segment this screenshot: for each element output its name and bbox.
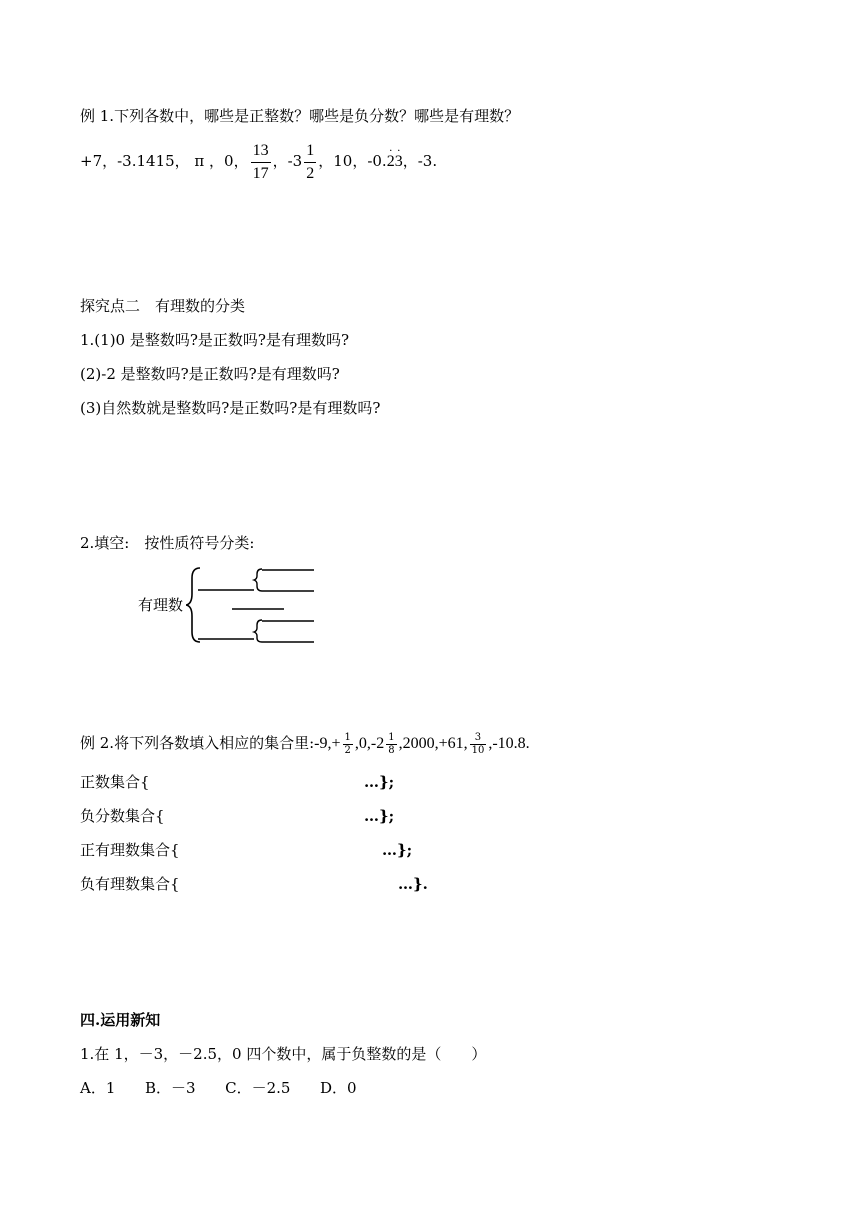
small-brace-bottom-icon	[254, 620, 262, 642]
example1-numbers	[80, 138, 437, 185]
example1-sep1: ，-3	[272, 152, 303, 170]
big-brace-icon	[186, 568, 200, 642]
fraction-1-8-small: $\frac{1}{8}$	[388, 731, 395, 756]
fraction-1-2: $\frac{1}{2}$	[306, 141, 315, 182]
set-positive-rational-end: …};	[382, 841, 413, 859]
set-negative-rational-label: 负有理数集合{	[80, 875, 180, 893]
option-d: D．0	[320, 1079, 357, 1097]
section2-q3: (3)自然数就是整数吗?是正数吗?是有理数吗?	[80, 399, 381, 417]
set-negative-rational-end: …}.	[398, 875, 428, 893]
example1-question: 例 1.下列各数中，哪些是正整数？哪些是负分数？哪些是有理数？	[80, 107, 520, 125]
example1-nums-b: ，10，-0.	[318, 152, 387, 170]
option-a: A．1	[80, 1079, 116, 1097]
set-negative-fraction-end: …};	[364, 807, 395, 825]
option-b: B．－3	[144, 1079, 196, 1097]
fill-title: 2.填空: 按性质符号分类:	[80, 534, 255, 552]
section2-q2: (2)-2 是整数吗?是正数吗?是有理数吗?	[80, 365, 340, 383]
example1-nums-c: ，-3.	[402, 152, 438, 170]
fraction-1-2-small: $\frac{1}{2}$	[344, 731, 351, 756]
example1-nums-a: +7，-3.1415， π ，0，	[80, 152, 249, 170]
set-positive-end: …};	[364, 773, 395, 791]
fraction-13-17: $\frac{13}{17}$	[252, 141, 269, 182]
example2-question: 例 2.将下列各数填入相应的集合里:-9,+ $\frac{1}{2}$ ,0,-2 $\frac{1}{8}$ ,2000,+61, $\frac{3}{10}$ ,-10.8.	[80, 731, 530, 756]
section4-title: 四.运用新知	[80, 1011, 161, 1029]
section2-title: 探究点二 有理数的分类	[80, 297, 246, 315]
small-brace-top-icon	[254, 569, 262, 591]
section2-q1: 1.(1)0 是整数吗?是正数吗?是有理数吗?	[80, 331, 349, 349]
section4-q1: 1.在 1，－3，－2.5，0 四个数中，属于负整数的是（ ）	[80, 1045, 487, 1063]
repeating-digit-2: · 2	[387, 139, 395, 185]
section4-options	[80, 1078, 357, 1098]
classification-root-label: 有理数	[138, 596, 184, 614]
repeating-digit-3: · 3	[395, 139, 403, 185]
fraction-3-10-small: $\frac{3}{10}$	[471, 731, 485, 756]
option-c: C．－2.5	[225, 1079, 291, 1097]
set-positive-rational-label: 正有理数集合{	[80, 841, 180, 859]
classification-brace-diagram	[186, 562, 326, 648]
set-positive-label: 正数集合{	[80, 773, 150, 791]
example2-prefix: 例 2.将下列各数填入相应的集合里:	[80, 734, 315, 752]
set-negative-fraction-label: 负分数集合{	[80, 807, 165, 825]
